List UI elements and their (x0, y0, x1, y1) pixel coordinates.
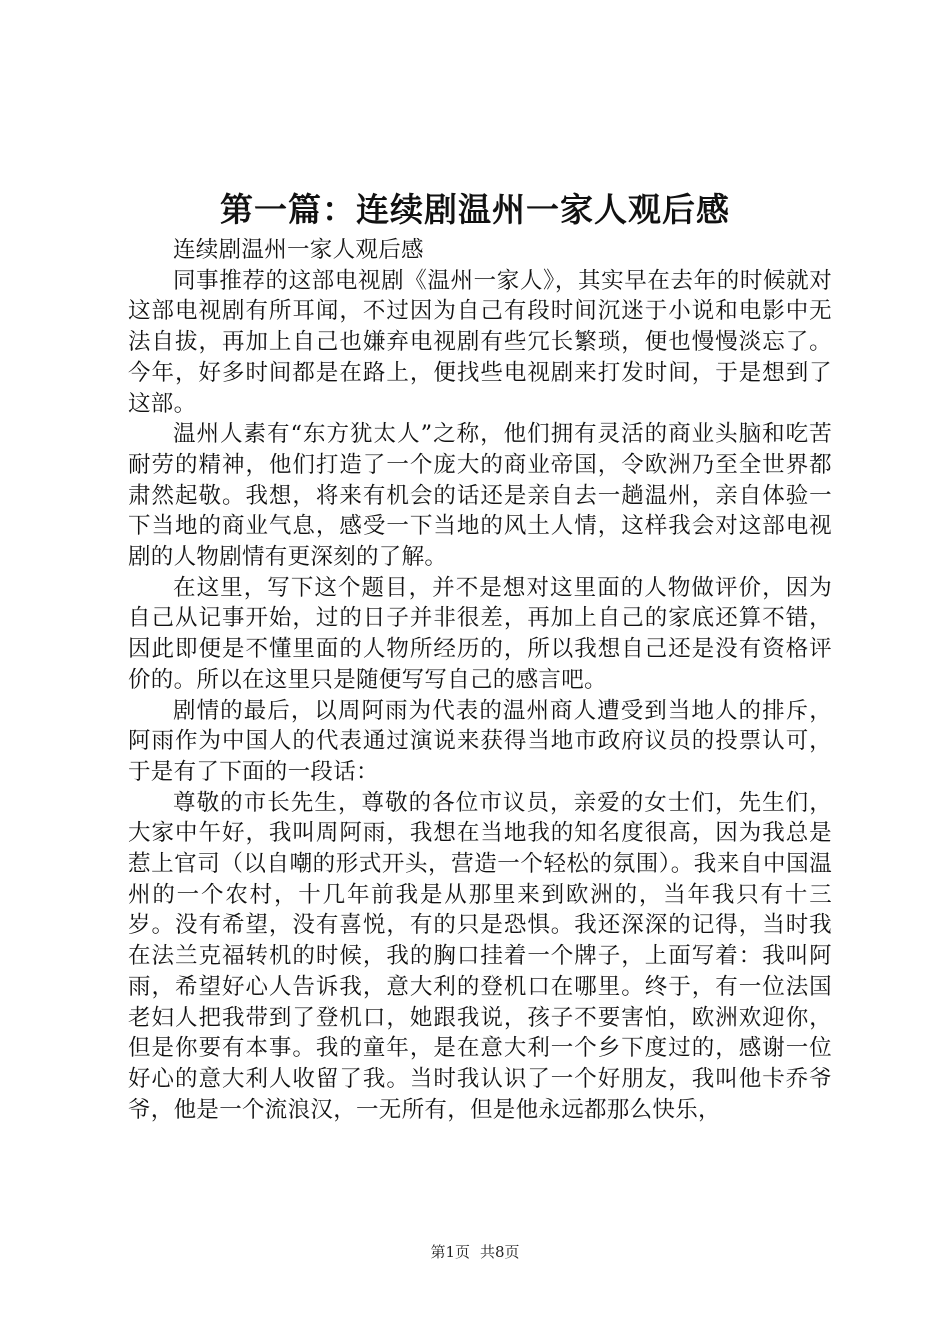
paragraph: 尊敬的市长先生，尊敬的各位市议员，亲爱的女士们，先生们，大家中午好，我叫周阿雨，我想在当地我的知名度很高，因为我总是惹上官司（以自嘲的形式开头，营造一个轻松的氛围）。我来自中国温州的一个农村，十几年前我是从那里来到欧洲的，当年我只有十三岁。没有希望，没有喜悦，有的只是恐惧。我还深深的记得，当时我在法兰克福转机的时候，我的胸口挂着一个牌子，上面写着：我叫阿雨，希望好心人告诉我，意大利的登机口在哪里。终于，有一位法国老妇人把我带到了登机口，她跟我说，孩子不要害怕，欧洲欢迎你，但是你要有本事。我的童年，是在意大利一个乡下度过的，感谢一位好心的意大利人收留了我。当时我认识了一个好朋友，我叫他卡乔爷爷，他是一个流浪汉，一无所有，但是他永远都那么快乐， (128, 789, 832, 1123)
paragraph: 在这里，写下这个题目，并不是想对这里面的人物做评价，因为自己从记事开始，过的日子并非很差，再加上自己的家底还算不错，因此即便是不懂里面的人物所经历的，所以我想自己还是没有资格评价的。所以在这里只是随便写写自己的感言吧。 (128, 574, 832, 693)
document-body (128, 235, 832, 1125)
document-title: 第一篇：连续剧温州一家人观后感 (220, 190, 730, 229)
paragraph: 温州人素有“东方犹太人”之称，他们拥有灵活的商业头脑和吃苦耐劳的精神，他们打造了一个庞大的商业帝国，令欧洲乃至全世界都肃然起敬。我想，将来有机会的话还是亲自去一趟温州，亲自体验一下当地的商业气息，感受一下当地的风土人情，这样我会对这部电视剧的人物剧情有更深刻的了解。 (128, 421, 832, 571)
paragraph-subtitle: 连续剧温州一家人观后感 (173, 237, 424, 263)
paragraph: 同事推荐的这部电视剧《温州一家人》，其实早在去年的时候就对这部电视剧有所耳闻，不过因为自己有段时间沉迷于小说和电影中无法自拔，再加上自己也嫌弃电视剧有些冗长繁琐，便也慢慢淡忘了。今年，好多时间都是在路上，便找些电视剧来打发时间，于是想到了这部。 (128, 267, 832, 417)
page-total: 共8页 (480, 1243, 520, 1261)
page-number: 第1页 (430, 1243, 470, 1261)
paragraph: 剧情的最后，以周阿雨为代表的温州商人遭受到当地人的排斥，阿雨作为中国人的代表通过演说来获得当地市政府议员的投票认可，于是有了下面的一段话： (128, 697, 832, 785)
page-footer (0, 1242, 950, 1262)
